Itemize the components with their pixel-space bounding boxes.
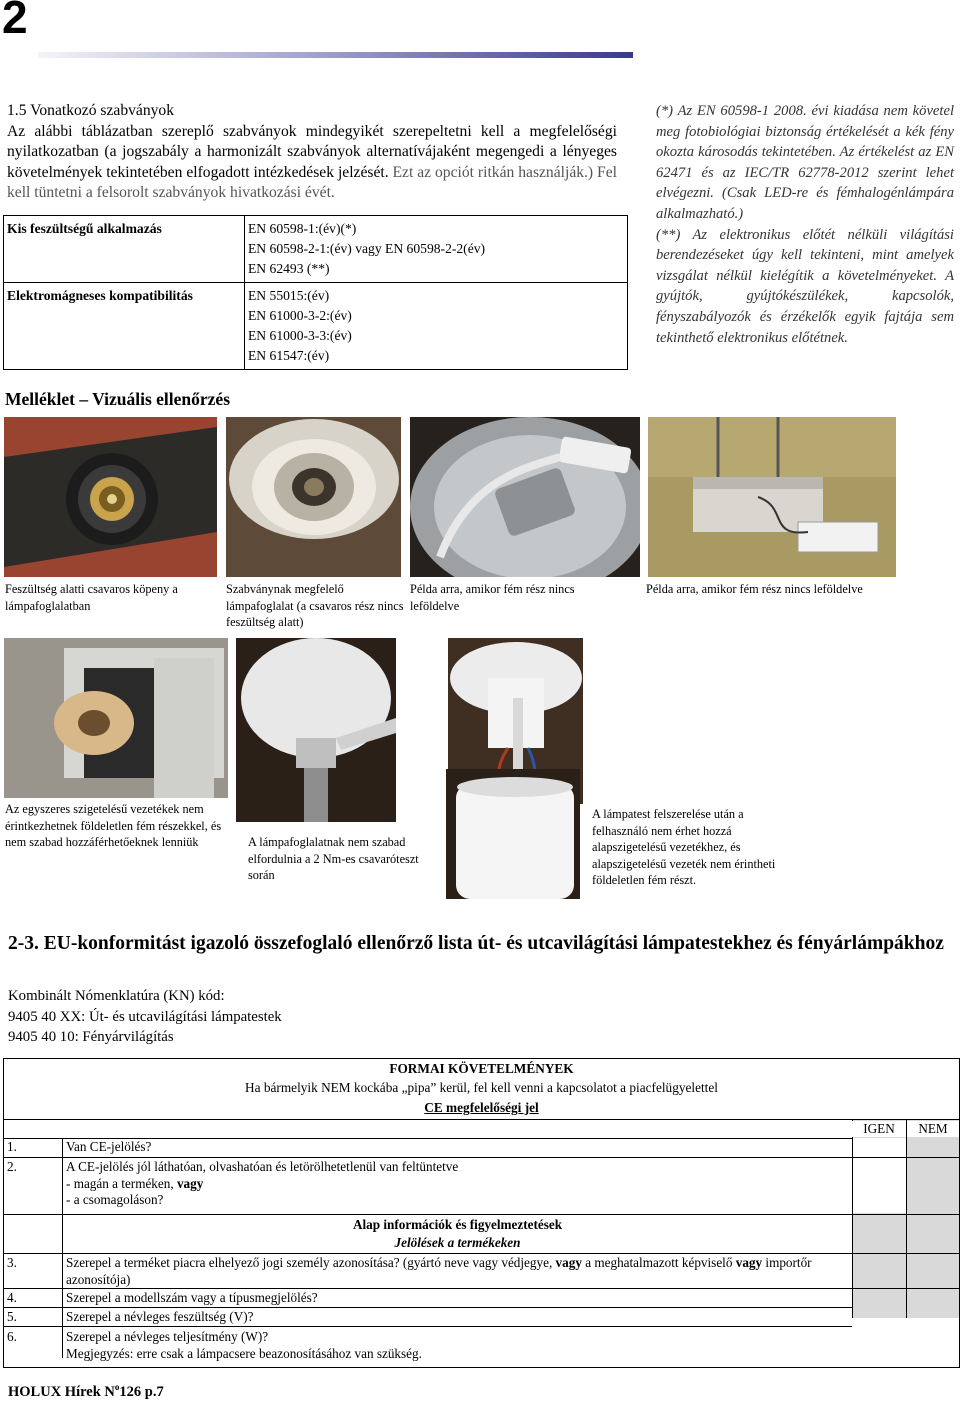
row-question: Szerepel a modellszám vagy a típusmegjelölés?	[66, 1290, 318, 1305]
q-text: a meghatalmazott képviselő	[581, 1255, 736, 1270]
row-question	[66, 1159, 458, 1209]
form-title: FORMAI KÖVETELMÉNYEK	[389, 1061, 574, 1076]
q-bold: vagy	[555, 1255, 582, 1270]
caption-4: Példa arra, amikor fém rész nincs leföldelve	[646, 582, 863, 596]
table-label: Elektromágneses kompatibilitás	[4, 283, 245, 370]
row-number: 1.	[7, 1139, 17, 1154]
photo-standard-lampholder	[226, 417, 401, 577]
header-gradient-bar	[38, 52, 633, 58]
col-yes-header: IGEN	[852, 1121, 906, 1137]
caption-7: A lámpatest felszerelése után a felhasználó nem érhet hozzá alapszigetelésű vezetékhez, és alapszigetelésű vezeték nem érintheti földeletlen fém részt.	[592, 807, 776, 887]
row-number: 5.	[7, 1309, 17, 1324]
caption-2: Szabványnak megfelelő lámpafoglalat (a csavaros rész nincs feszültség alatt)	[226, 582, 404, 629]
row-divider	[4, 1326, 852, 1327]
footer-text: 126 p.7	[119, 1383, 164, 1400]
caption-5: Az egyszeres szigetelésű vezetékek nem érintkezhetnek földeletlen fém részekkel, és nem szabad hozzáférhetőeknek lenniük	[5, 802, 222, 849]
table-values	[245, 283, 628, 370]
kn-code-1: 9405 40 XX: Út- és utcavilágítási lámpatestek	[8, 1008, 282, 1025]
no-checkbox[interactable]	[907, 1158, 959, 1213]
form-group-ce: CE megfelelőségi jel	[424, 1100, 539, 1115]
yes-checkbox[interactable]	[853, 1138, 906, 1157]
row-question	[66, 1255, 851, 1288]
footer	[8, 1382, 164, 1401]
sub-text-bold: vagy	[176, 1175, 204, 1191]
row-divider	[4, 1253, 959, 1254]
footnote-1: (*) Az EN 60598-1 2008. évi kiadása nem követel meg fotobiológiai biztonság értékelését a kék fény okozta károsodás tekintetében. Az értékelést az EN 62471 és az IEC/TR 62778-2012 szerint lehet elvégezni. (Csak LED-re és fémhalogénlámpára alkalmazható.)	[656, 103, 954, 222]
question-note: Megjegyzés: erre csak a lámpacsere beazonosításához van szükség.	[66, 1345, 422, 1361]
row-number: 6.	[7, 1329, 17, 1344]
intro-text-grey: Ezt az opciót ritkán használják.) Fel kell tüntetni a felsorolt szabványok hivatkozási évét.	[7, 163, 617, 201]
standards-table	[3, 215, 628, 370]
row-divider	[4, 1157, 959, 1158]
yes-checkbox[interactable]	[853, 1158, 906, 1213]
standard-item: EN 55015:(év)	[248, 288, 330, 303]
standard-item: EN 62493 (**)	[248, 261, 330, 276]
caption-1: Feszültség alatti csavaros köpeny a lámpafoglalatban	[5, 582, 178, 613]
kn-codes	[8, 986, 282, 1048]
photo-single-insulated-wires	[4, 638, 228, 798]
form-group-markings: Jelölések a termékeken	[394, 1235, 521, 1250]
photo-metal-ungrounded-1	[410, 417, 640, 577]
footer-sup: o	[114, 1382, 120, 1392]
photo-lampholder-socket	[4, 417, 217, 577]
form-group-basic: Alap információk és figyelmeztetések	[352, 1217, 563, 1232]
sub-text: - magán a terméken,	[66, 1175, 177, 1191]
footnote-block	[656, 101, 954, 348]
row-divider	[4, 1288, 959, 1289]
row-divider	[4, 1119, 959, 1120]
standard-item: EN 61547:(év)	[248, 348, 330, 363]
no-checkbox[interactable]	[907, 1138, 959, 1157]
page-number: 2	[2, 0, 28, 43]
question-sub: - a csomagoláson?	[66, 1192, 164, 1207]
table-row	[4, 283, 628, 370]
section-heading: 1.5 Vonatkozó szabványok	[7, 102, 175, 119]
standard-item: EN 60598-2-1:(év) vagy EN 60598-2-2(év)	[248, 241, 486, 256]
col-no-header: NEM	[907, 1121, 959, 1137]
standard-item: EN 60598-1:(év)(*)	[248, 221, 357, 236]
row-number: 2.	[7, 1159, 17, 1174]
form-subtitle: Ha bármelyik NEM kockába „pipa” kerül, fel kell venni a kapcsolatot a piacfelügyelettel	[245, 1080, 718, 1095]
row-divider	[4, 1307, 852, 1308]
row-number: 3.	[7, 1255, 17, 1270]
q-bold: vagy	[735, 1255, 763, 1270]
q-text: Szerepel a terméket piacra elhelyező jogi személy azonosítása? (gyártó neve vagy védjegye,	[66, 1255, 556, 1270]
formal-requirements-form	[3, 1058, 960, 1368]
question-text: A CE-jelölés jól láthatóan, olvashatóan és letörölhetetlenül van feltüntetve	[66, 1159, 459, 1174]
table-row	[4, 216, 628, 283]
row-question	[66, 1329, 422, 1362]
caption-6: A lámpafoglalatnak nem szabad elfordulnia a 2 Nm-es csavaróteszt során	[248, 835, 419, 882]
caption-3: Példa arra, amikor fém rész nincs leföldelve	[410, 582, 575, 613]
annex-title: Melléklet – Vizuális ellenőrzés	[5, 389, 231, 409]
footnote-2: (**) Az elektronikus előtét nélküli világítási berendezéseket úgy kell tekinteni, mint amelyek vizsgálat nélkül kielégítik a követelményeket. A gyújtók, gyújtókészülékek, kapcsolók, fényszabályozók és érzékelők egyik fajtája sem tekinthető elektronikus előtétnek.	[656, 226, 954, 346]
kn-code-2: 9405 40 10: Fényárvilágítás	[8, 1029, 174, 1045]
standard-item: EN 61000-3-2:(év)	[248, 308, 352, 323]
photo-metal-ungrounded-2	[648, 417, 896, 577]
standard-item: EN 61000-3-3:(év)	[248, 328, 352, 343]
question-text: Szerepel a névleges teljesítmény (W)?	[66, 1329, 269, 1344]
table-label: Kis feszültségű alkalmazás	[4, 216, 245, 283]
row-number: 4.	[7, 1290, 17, 1305]
row-question: Van CE-jelölés?	[66, 1139, 152, 1154]
q-text: importőr azonosítója)	[66, 1255, 812, 1287]
kn-label: Kombinált Nómenklatúra (KN) kód:	[8, 988, 225, 1004]
footer-text: HOLUX Hírek N	[8, 1383, 115, 1400]
question-sub	[66, 1176, 458, 1193]
table-values	[245, 216, 628, 283]
photo-lampholder-torque-test	[236, 638, 396, 822]
photo-luminaire-body	[446, 769, 580, 899]
row-question: Szerepel a névleges feszültség (V)?	[66, 1309, 254, 1324]
intro-text: Az alábbi táblázatban szereplő szabványok mindegyikét szerepeltetni kell a megfelelőségi nyilatkozatban (a jogszabály a harmonizált szabványok alternatívájaként megengedi a lényeges követelmények tekintetében elfogadott intézkedések jelzését.	[7, 122, 617, 181]
checklist-section-title: 2-3. EU-konformitást igazoló összefoglaló ellenőrző lista út- és utcavilágítási lámpatestekhez és fényárlámpákhoz	[8, 933, 944, 954]
standards-intro	[7, 101, 617, 204]
